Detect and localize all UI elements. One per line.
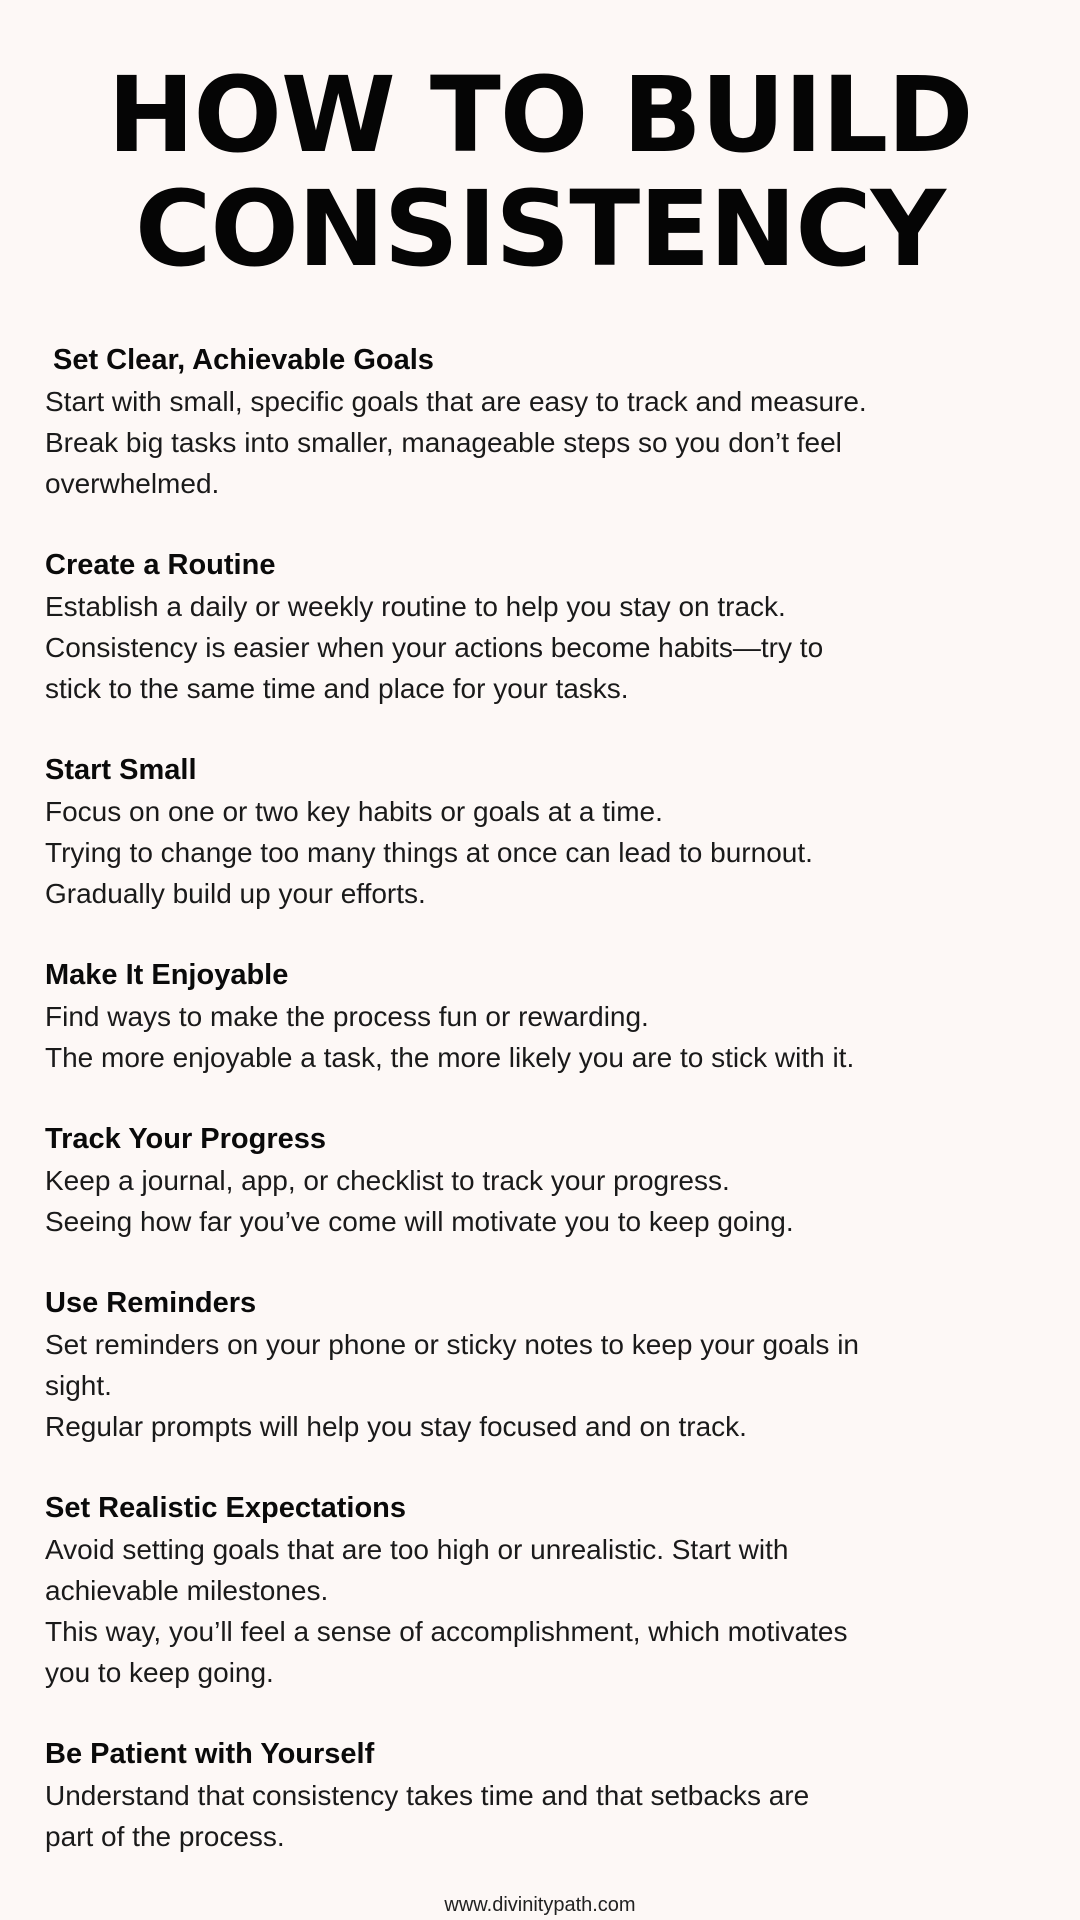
tip-line: achievable milestones. bbox=[45, 1575, 329, 1606]
tip-line: Break big tasks into smaller, manageable steps so you don’t feel bbox=[45, 427, 842, 458]
tips-list bbox=[45, 340, 1045, 1898]
tip-create-routine bbox=[45, 545, 1045, 709]
tip-line: The more enjoyable a task, the more likely you are to stick with it. bbox=[45, 1042, 855, 1073]
tip-line: Find ways to make the process fun or rewarding. bbox=[45, 1001, 649, 1032]
title-line-2: CONSISTENCY bbox=[135, 168, 945, 290]
tip-heading: Set Realistic Expectations bbox=[45, 1492, 407, 1524]
tip-heading: Use Reminders bbox=[45, 1287, 257, 1319]
tip-line: Set reminders on your phone or sticky notes to keep your goals in bbox=[45, 1329, 859, 1360]
tip-line: overwhelmed. bbox=[45, 468, 220, 499]
tip-line: you to keep going. bbox=[45, 1657, 274, 1688]
tip-line: stick to the same time and place for your tasks. bbox=[45, 673, 629, 704]
tip-heading: Track Your Progress bbox=[45, 1123, 327, 1155]
tip-line: Avoid setting goals that are too high or unrealistic. Start with bbox=[45, 1534, 789, 1565]
tip-track-progress bbox=[45, 1119, 1045, 1242]
tip-line: sight. bbox=[45, 1370, 112, 1401]
tip-heading: Set Clear, Achievable Goals bbox=[53, 344, 434, 376]
tip-heading: Start Small bbox=[45, 754, 197, 786]
tip-line: part of the process. bbox=[45, 1821, 285, 1852]
tip-line: This way, you’ll feel a sense of accomplishment, which motivates bbox=[45, 1616, 848, 1647]
tip-line: Seeing how far you’ve come will motivate you to keep going. bbox=[45, 1206, 794, 1237]
tip-make-enjoyable bbox=[45, 955, 1045, 1078]
tip-line: Keep a journal, app, or checklist to track your progress. bbox=[45, 1165, 730, 1196]
tip-use-reminders bbox=[45, 1283, 1045, 1447]
tip-start-small bbox=[45, 750, 1045, 914]
tip-line: Start with small, specific goals that are easy to track and measure. bbox=[45, 386, 867, 417]
tip-line: Trying to change too many things at once can lead to burnout. bbox=[45, 837, 813, 868]
title-line-1: HOW TO BUILD bbox=[107, 54, 973, 176]
tip-realistic-expectations bbox=[45, 1488, 1045, 1693]
tip-set-clear-goals bbox=[45, 340, 1045, 504]
tip-line: Consistency is easier when your actions become habits—try to bbox=[45, 632, 824, 663]
tip-line: Regular prompts will help you stay focused and on track. bbox=[45, 1411, 747, 1442]
tip-line: Focus on one or two key habits or goals at a time. bbox=[45, 796, 663, 827]
footer-website: www.divinitypath.com bbox=[444, 1894, 636, 1916]
tip-heading: Make It Enjoyable bbox=[45, 959, 289, 991]
tip-line: Gradually build up your efforts. bbox=[45, 878, 426, 909]
tip-line: Understand that consistency takes time and that setbacks are bbox=[45, 1780, 810, 1811]
tip-heading: Create a Routine bbox=[45, 549, 276, 581]
page-title bbox=[0, 54, 1080, 290]
tip-line: Establish a daily or weekly routine to help you stay on track. bbox=[45, 591, 786, 622]
tip-heading: Be Patient with Yourself bbox=[45, 1738, 375, 1770]
tip-be-patient bbox=[45, 1734, 1045, 1857]
